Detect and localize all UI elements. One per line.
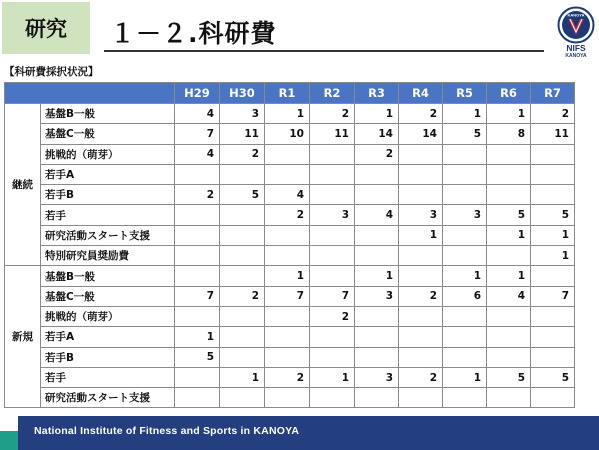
table-cell: 1 bbox=[220, 367, 265, 387]
table-cell bbox=[175, 205, 220, 225]
table-cell: 1 bbox=[487, 225, 531, 245]
table-row bbox=[5, 225, 575, 245]
logo-badge-text: KANOYA bbox=[567, 12, 585, 18]
table-cell: 1 bbox=[443, 367, 487, 387]
section-label: 【科研費採択状況】 bbox=[4, 66, 99, 78]
row-label: 基盤B一般 bbox=[41, 266, 175, 286]
table-cell bbox=[531, 388, 575, 408]
row-label: 若手 bbox=[41, 367, 175, 387]
table-cell bbox=[265, 164, 310, 184]
table-cell bbox=[355, 306, 399, 326]
table-cell bbox=[175, 367, 220, 387]
table-cell: 2 bbox=[220, 144, 265, 164]
table-cell bbox=[443, 327, 487, 347]
table-row bbox=[5, 104, 575, 124]
table-cell bbox=[487, 185, 531, 205]
header-blank-cell bbox=[5, 83, 175, 104]
table-cell: 2 bbox=[310, 104, 355, 124]
table-cell bbox=[310, 246, 355, 266]
table-cell: 2 bbox=[399, 104, 443, 124]
table-cell: 5 bbox=[487, 205, 531, 225]
kaken-table bbox=[4, 82, 575, 408]
table-cell: 5 bbox=[175, 347, 220, 367]
table-cell bbox=[175, 266, 220, 286]
table-body bbox=[5, 104, 575, 408]
table-cell bbox=[265, 225, 310, 245]
table-row bbox=[5, 205, 575, 225]
table-cell bbox=[310, 164, 355, 184]
table-cell: 1 bbox=[175, 327, 220, 347]
column-header: H30 bbox=[220, 83, 265, 104]
table-header bbox=[5, 83, 575, 104]
table-row bbox=[5, 246, 575, 266]
table-cell: 3 bbox=[310, 205, 355, 225]
table-cell: 7 bbox=[531, 286, 575, 306]
table-cell: 1 bbox=[310, 367, 355, 387]
table-cell bbox=[443, 347, 487, 367]
table-cell: 1 bbox=[487, 104, 531, 124]
row-label: 研究活動スタート支援 bbox=[41, 225, 175, 245]
table-cell: 4 bbox=[355, 205, 399, 225]
table-cell bbox=[399, 327, 443, 347]
table-cell bbox=[443, 144, 487, 164]
table-cell bbox=[531, 144, 575, 164]
table-cell bbox=[355, 327, 399, 347]
table-cell bbox=[310, 144, 355, 164]
table-cell bbox=[487, 164, 531, 184]
table-cell bbox=[220, 327, 265, 347]
table-cell: 3 bbox=[355, 286, 399, 306]
column-header: H29 bbox=[175, 83, 220, 104]
row-label: 若手B bbox=[41, 185, 175, 205]
nifs-logo bbox=[557, 6, 595, 64]
table-cell bbox=[399, 347, 443, 367]
table-cell bbox=[531, 327, 575, 347]
table-cell: 1 bbox=[443, 266, 487, 286]
table-cell: 2 bbox=[265, 205, 310, 225]
table-cell: 3 bbox=[355, 367, 399, 387]
table-cell: 4 bbox=[487, 286, 531, 306]
row-label: 基盤B一般 bbox=[41, 104, 175, 124]
table-cell bbox=[399, 185, 443, 205]
table-cell: 8 bbox=[487, 124, 531, 144]
table-cell: 14 bbox=[355, 124, 399, 144]
table-cell bbox=[265, 246, 310, 266]
table-cell: 2 bbox=[399, 286, 443, 306]
table-cell bbox=[220, 388, 265, 408]
row-label: 特別研究員奨励費 bbox=[41, 246, 175, 266]
table-row bbox=[5, 286, 575, 306]
table-cell: 1 bbox=[531, 246, 575, 266]
table-cell: 7 bbox=[265, 286, 310, 306]
row-label: 基盤C一般 bbox=[41, 286, 175, 306]
table-cell: 1 bbox=[531, 225, 575, 245]
logo-wordmark bbox=[557, 44, 595, 59]
logo-name: NIFS bbox=[566, 43, 586, 53]
table-cell: 2 bbox=[220, 286, 265, 306]
table-cell bbox=[220, 306, 265, 326]
table-cell bbox=[355, 164, 399, 184]
table-row bbox=[5, 367, 575, 387]
table-cell bbox=[487, 306, 531, 326]
column-header: R2 bbox=[310, 83, 355, 104]
table-cell bbox=[443, 185, 487, 205]
table-cell bbox=[487, 246, 531, 266]
row-label: 基盤C一般 bbox=[41, 124, 175, 144]
table-cell bbox=[220, 266, 265, 286]
table-cell: 14 bbox=[399, 124, 443, 144]
table-cell bbox=[399, 246, 443, 266]
column-header: R7 bbox=[531, 83, 575, 104]
table-cell: 2 bbox=[399, 367, 443, 387]
table-cell bbox=[531, 164, 575, 184]
table-row bbox=[5, 327, 575, 347]
group-label: 継続 bbox=[5, 104, 41, 266]
table-cell: 2 bbox=[355, 144, 399, 164]
table-cell: 1 bbox=[265, 266, 310, 286]
table-row bbox=[5, 306, 575, 326]
row-label: 挑戦的（萌芽） bbox=[41, 306, 175, 326]
table-row bbox=[5, 164, 575, 184]
table-row bbox=[5, 124, 575, 144]
table-cell bbox=[355, 347, 399, 367]
row-label: 若手A bbox=[41, 164, 175, 184]
table-cell bbox=[175, 246, 220, 266]
table-cell: 2 bbox=[265, 367, 310, 387]
table-row bbox=[5, 144, 575, 164]
table-cell bbox=[443, 388, 487, 408]
table-cell bbox=[399, 306, 443, 326]
table-cell bbox=[220, 347, 265, 367]
table-cell bbox=[310, 185, 355, 205]
column-header: R4 bbox=[399, 83, 443, 104]
column-header: R5 bbox=[443, 83, 487, 104]
table-cell bbox=[175, 388, 220, 408]
table-cell bbox=[443, 164, 487, 184]
table-cell bbox=[531, 306, 575, 326]
section-tag: 研究 bbox=[2, 2, 90, 54]
row-label: 若手B bbox=[41, 347, 175, 367]
header-row bbox=[5, 83, 575, 104]
table-cell bbox=[443, 246, 487, 266]
table-cell bbox=[355, 185, 399, 205]
table-cell bbox=[531, 266, 575, 286]
table-cell: 6 bbox=[443, 286, 487, 306]
table-cell: 1 bbox=[399, 225, 443, 245]
table-cell: 5 bbox=[220, 185, 265, 205]
table-row bbox=[5, 347, 575, 367]
table-row bbox=[5, 388, 575, 408]
group-label: 新規 bbox=[5, 266, 41, 408]
table-cell bbox=[310, 266, 355, 286]
table-cell bbox=[175, 164, 220, 184]
table-cell bbox=[531, 185, 575, 205]
table-cell: 2 bbox=[531, 104, 575, 124]
table-cell: 7 bbox=[175, 286, 220, 306]
table-row bbox=[5, 185, 575, 205]
table-cell bbox=[443, 306, 487, 326]
page-title: １－２.科研費 bbox=[110, 19, 277, 48]
footer-accent bbox=[0, 416, 18, 450]
table-cell bbox=[355, 246, 399, 266]
table-cell: 1 bbox=[487, 266, 531, 286]
logo-emblem-icon bbox=[557, 6, 595, 44]
table-cell bbox=[487, 388, 531, 408]
table-cell: 1 bbox=[355, 266, 399, 286]
table-cell: 3 bbox=[399, 205, 443, 225]
table-cell bbox=[487, 347, 531, 367]
table-cell: 5 bbox=[531, 367, 575, 387]
table-cell: 4 bbox=[265, 185, 310, 205]
table-cell bbox=[175, 306, 220, 326]
table-cell bbox=[265, 144, 310, 164]
table-row bbox=[5, 266, 575, 286]
table-cell bbox=[399, 144, 443, 164]
table-cell: 3 bbox=[220, 104, 265, 124]
footer-text: National Institute of Fitness and Sports in KANOYA bbox=[34, 425, 300, 437]
table-cell bbox=[399, 266, 443, 286]
table-cell bbox=[355, 225, 399, 245]
column-header: R3 bbox=[355, 83, 399, 104]
table-cell bbox=[175, 225, 220, 245]
table-cell: 5 bbox=[487, 367, 531, 387]
row-label: 若手A bbox=[41, 327, 175, 347]
table-cell: 5 bbox=[531, 205, 575, 225]
column-header: R1 bbox=[265, 83, 310, 104]
footer-bar bbox=[0, 416, 599, 450]
table-cell bbox=[220, 205, 265, 225]
table-cell: 1 bbox=[265, 104, 310, 124]
row-label: 挑戦的（萌芽） bbox=[41, 144, 175, 164]
title-underline bbox=[104, 50, 544, 52]
table-cell bbox=[265, 327, 310, 347]
table-cell bbox=[310, 327, 355, 347]
table-cell: 1 bbox=[355, 104, 399, 124]
row-label: 研究活動スタート支援 bbox=[41, 388, 175, 408]
table-cell bbox=[265, 388, 310, 408]
table-cell: 4 bbox=[175, 104, 220, 124]
table-cell: 1 bbox=[443, 104, 487, 124]
table-cell: 5 bbox=[443, 124, 487, 144]
row-label: 若手 bbox=[41, 205, 175, 225]
table-cell: 2 bbox=[310, 306, 355, 326]
column-header: R6 bbox=[487, 83, 531, 104]
table-cell bbox=[399, 388, 443, 408]
logo-subtitle: KANOYA bbox=[565, 53, 587, 59]
table-cell bbox=[310, 388, 355, 408]
table-cell bbox=[310, 347, 355, 367]
table-cell bbox=[355, 388, 399, 408]
table-cell bbox=[220, 246, 265, 266]
table-cell bbox=[443, 225, 487, 245]
table-cell: 3 bbox=[443, 205, 487, 225]
table-cell bbox=[220, 225, 265, 245]
table-cell: 2 bbox=[175, 185, 220, 205]
table-cell: 7 bbox=[310, 286, 355, 306]
table-cell bbox=[531, 347, 575, 367]
table-cell: 7 bbox=[175, 124, 220, 144]
table-cell bbox=[487, 327, 531, 347]
table-cell: 11 bbox=[531, 124, 575, 144]
table-cell bbox=[399, 164, 443, 184]
table-cell: 11 bbox=[310, 124, 355, 144]
table-cell bbox=[487, 144, 531, 164]
table-cell bbox=[220, 164, 265, 184]
table-cell: 11 bbox=[220, 124, 265, 144]
table-cell: 4 bbox=[175, 144, 220, 164]
table-cell bbox=[265, 347, 310, 367]
table-cell: 10 bbox=[265, 124, 310, 144]
table-cell bbox=[310, 225, 355, 245]
table-cell bbox=[265, 306, 310, 326]
